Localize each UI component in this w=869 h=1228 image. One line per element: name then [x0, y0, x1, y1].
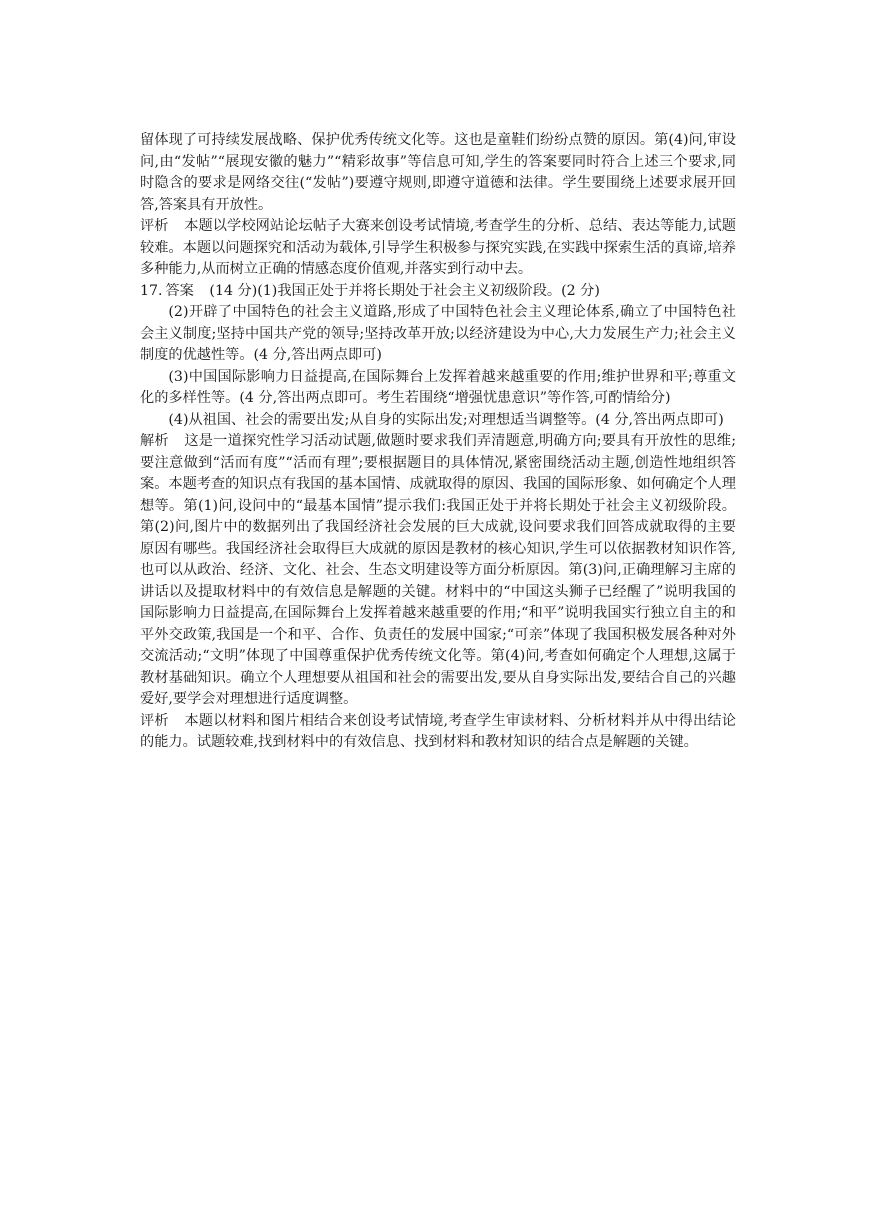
q17-analysis — [140, 431, 736, 711]
q17-evaluation — [140, 711, 736, 754]
evaluation-text: 本题以材料和图片相结合来创设考试情境,考查学生审读材料、分析材料并从中得出结论的能力。试题较难,找到材料中的有效信息、找到材料和教材知识的结合点是解题的关键。 — [140, 712, 736, 750]
answer-part-4: (4)从祖国、社会的需要出发;从自身的实际出发;对理想适当调整等。(4 分,答出两点即可) — [168, 411, 724, 428]
answer-label: 答案 — [165, 282, 194, 299]
analysis-text: 这是一道探究性学习活动试题,做题时要求我们弄清题意,明确方向;要具有开放性的思维;要注意做到“活而有度”“活而有理”;要根据题目的具体情况,紧密围绕活动主题,创造性地组织答案。本题考查的知识点有我国的基本国情、成就取得的原因、我国的国际形象、如何确定个人理想等。第(1)问,设问中的“最基本国情”提示我们:我国正处于并将长期处于社会主义初级阶段。第(2)问,图片中的数据列出了我国经济社会发展的巨大成就,设问要求我们回答成就取得的主要原因有哪些。我国经济社会取得巨大成就的原因是教材的核心知识,学生可以依据教材知识作答,也可以从政治、经济、文化、社会、生态文明建设等方面分析原因。第(3)问,正确理解习主席的讲话以及提取材料中的有效信息是解题的关键。材料中的“中国这头狮子已经醒了”说明我国的国际影响力日益提高,在国际舞台上发挥着越来越重要的作用;“和平”说明我国实行独立自主的和平外交政策,我国是一个和平、合作、负责任的发展中国家;“可亲”体现了我国积极发展各种对外交流活动;“文明”体现了中国尊重保护优秀传统文化等。第(4)问,考查如何确定个人理想,这属于教材基础知识。确立个人理想要从祖国和社会的需要出发,要从自身实际出发,要结合自己的兴趣爱好,要学会对理想进行适度调整。 — [140, 433, 736, 707]
answer-part-2: (2)开辟了中国特色的社会主义道路,形成了中国特色社会主义理论体系,确立了中国特色社会主义制度;坚持中国共产党的领导;坚持改革开放;以经济建设为中心,大力发展生产力;社会主义制度的优越性等。(4 分,答出两点即可) — [140, 304, 736, 363]
answer-part-1: (14 分)(1)我国正处于并将长期处于社会主义初级阶段。(2 分) — [209, 282, 600, 299]
evaluation-label: 评析 — [140, 712, 169, 729]
evaluation-text: 本题以学校网站论坛帖子大赛来创设考试情境,考查学生的分析、总结、表达等能力,试题较难。本题以问题探究和活动为载体,引导学生积极参与探究实践,在实践中探索生活的真谛,培养多种能力,从而树立正确的情感态度价值观,并落实到行动中去。 — [140, 218, 736, 277]
evaluation-label: 评析 — [140, 218, 169, 234]
document-page — [140, 130, 736, 754]
q16-continued-text: 留体现了可持续发展战略、保护优秀传统文化等。这也是童鞋们纷纷点赞的原因。第(4)问,审设问,由“发帖”“展现安徽的魅力”“精彩故事”等信息可知,学生的答案要同时符合上述三个要求,同时隐含的要求是网络交往(“发帖”)要遵守规则,即遵守道德和法律。学生要围绕上述要求展开回答,答案具有开放性。 — [140, 132, 736, 213]
analysis-label: 解析 — [140, 433, 169, 449]
answer-part-3: (3)中国国际影响力日益提高,在国际舞台上发挥着越来越重要的作用;维护世界和平;尊重文化的多样性等。(4 分,答出两点即可。考生若围绕“增强忧患意识”等作答,可酌情给分) — [140, 368, 736, 406]
q16-evaluation — [140, 216, 736, 281]
q17-answer-header — [140, 281, 736, 303]
question-number: 17. — [140, 282, 163, 299]
